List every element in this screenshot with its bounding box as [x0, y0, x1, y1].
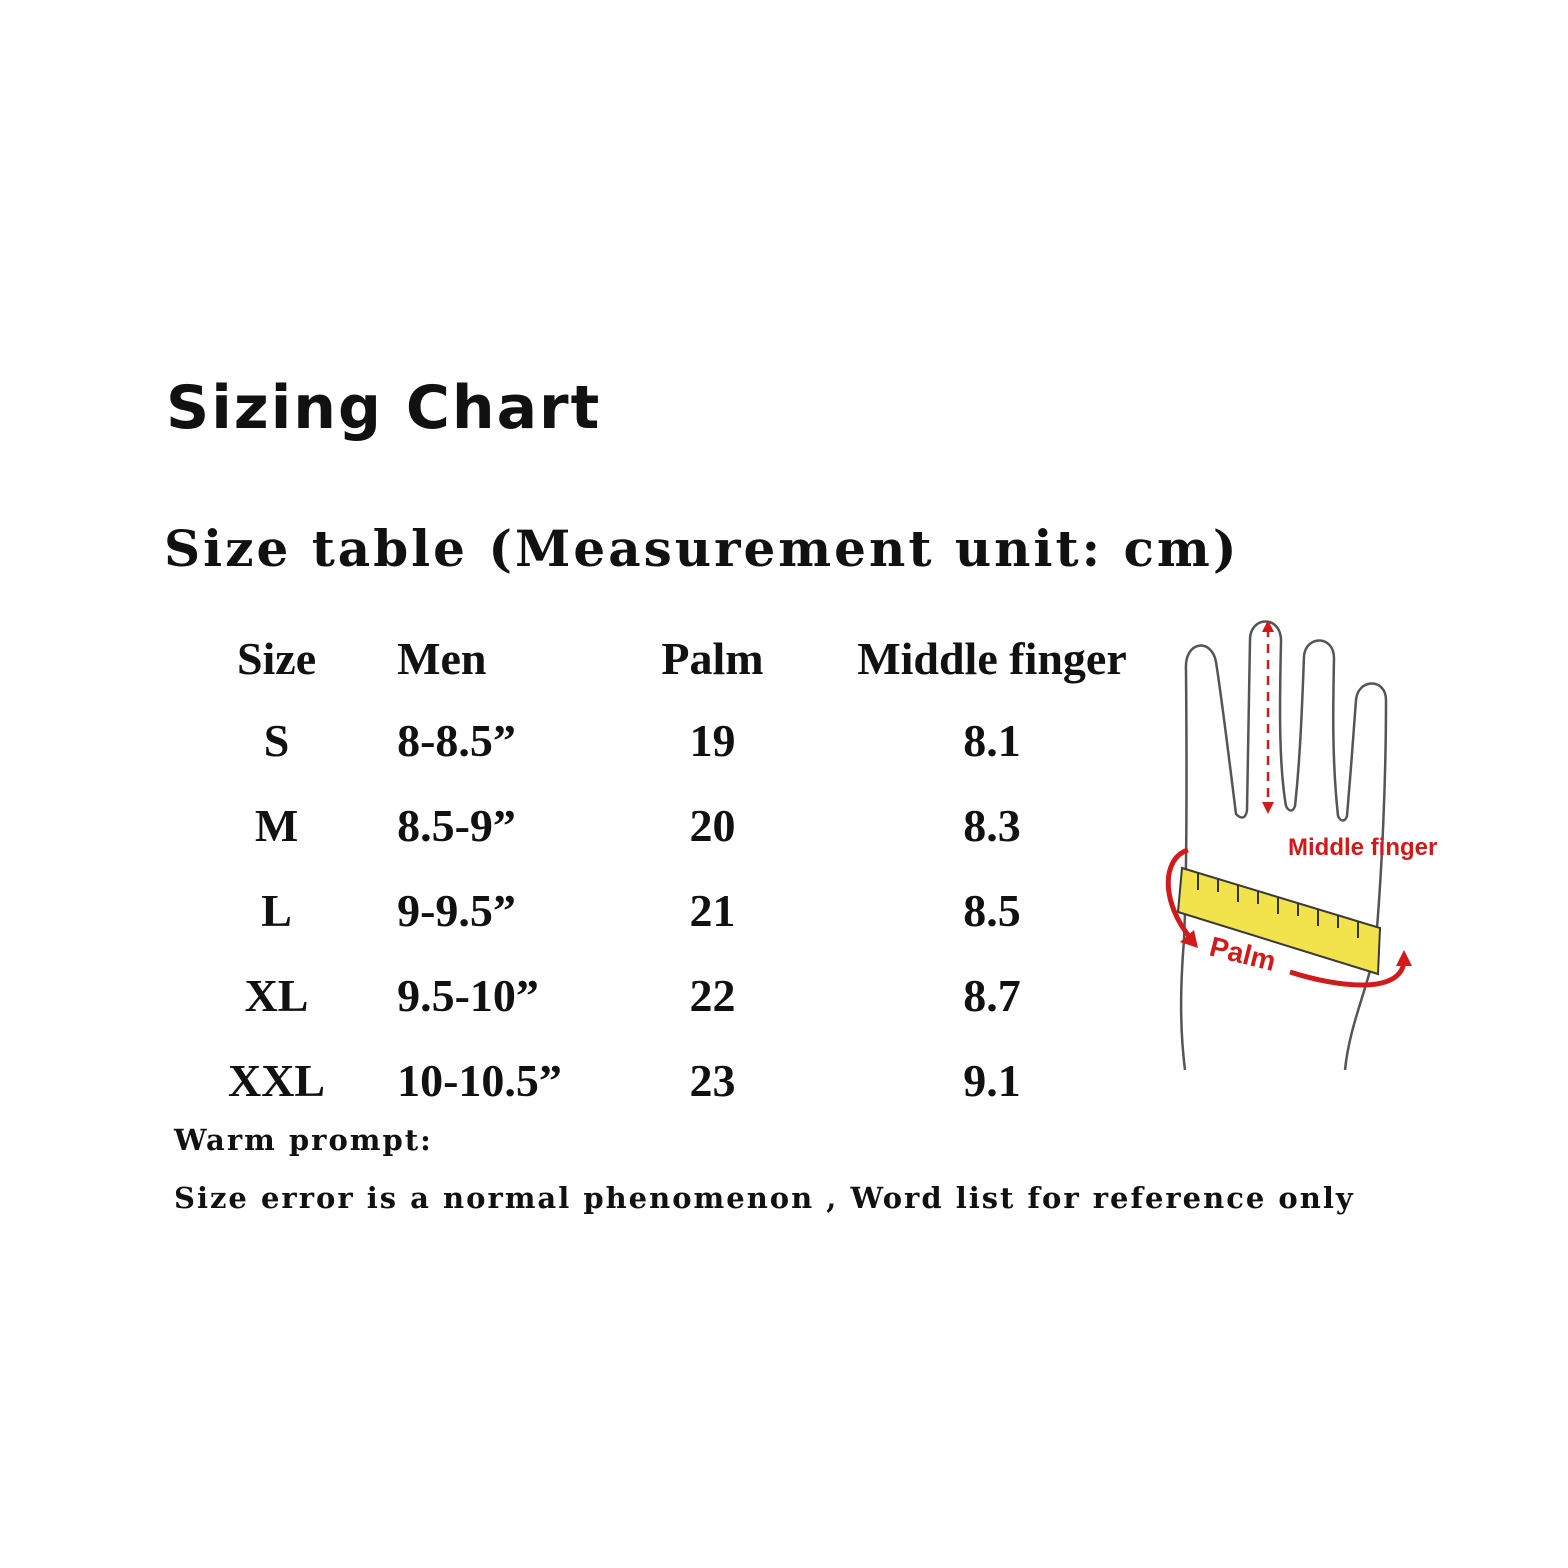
- cell-men: 8-8.5”: [397, 715, 516, 766]
- note-label: Warm prompt:: [174, 1123, 433, 1157]
- header-middle-finger: Middle finger: [857, 632, 1127, 684]
- cell-palm: 19: [689, 715, 736, 766]
- table-row: [180, 1038, 1180, 1123]
- cell-palm: 23: [689, 1055, 736, 1106]
- cell-men: 10-10.5”: [397, 1055, 562, 1106]
- cell-men: 9.5-10”: [397, 970, 539, 1021]
- hand-measurement-icon: [1150, 610, 1470, 1090]
- cell-middle-finger: 8.5: [963, 885, 1021, 936]
- cell-size: L: [261, 885, 292, 936]
- table-row: [180, 868, 1180, 953]
- header-palm: Palm: [661, 632, 764, 684]
- table-row: [180, 783, 1180, 868]
- cell-middle-finger: 8.3: [963, 800, 1021, 851]
- cell-middle-finger: 9.1: [963, 1055, 1021, 1106]
- header-size: Size: [236, 632, 317, 684]
- middle-finger-label: Middle finger: [1288, 834, 1438, 861]
- palm-arrow-right: [1290, 962, 1404, 985]
- cell-middle-finger: 8.7: [963, 970, 1021, 1021]
- cell-size: XL: [244, 970, 309, 1021]
- table-header-row: [180, 618, 1180, 698]
- cell-palm: 20: [689, 800, 736, 851]
- cell-palm: 21: [689, 885, 736, 936]
- page-title: Sizing Chart: [166, 373, 602, 443]
- cell-size: XXL: [227, 1055, 326, 1106]
- cell-palm: 22: [689, 970, 736, 1021]
- note-text: Size error is a normal phenomenon , Word list for reference only: [174, 1181, 1355, 1215]
- size-table-caption: Size table (Measurement unit: cm): [164, 519, 1240, 578]
- cell-middle-finger: 8.1: [963, 715, 1021, 766]
- table-row: [180, 698, 1180, 783]
- cell-size: S: [263, 715, 290, 766]
- header-men: Men: [397, 632, 487, 684]
- cell-men: 8.5-9”: [397, 800, 516, 851]
- size-table: [180, 618, 1180, 1123]
- arrow-down-icon: [1262, 802, 1274, 814]
- table-row: [180, 953, 1180, 1038]
- cell-size: M: [254, 800, 299, 851]
- cell-men: 9-9.5”: [397, 885, 516, 936]
- arrow-up-icon: [1396, 950, 1412, 966]
- palm-label: Palm: [1206, 930, 1279, 978]
